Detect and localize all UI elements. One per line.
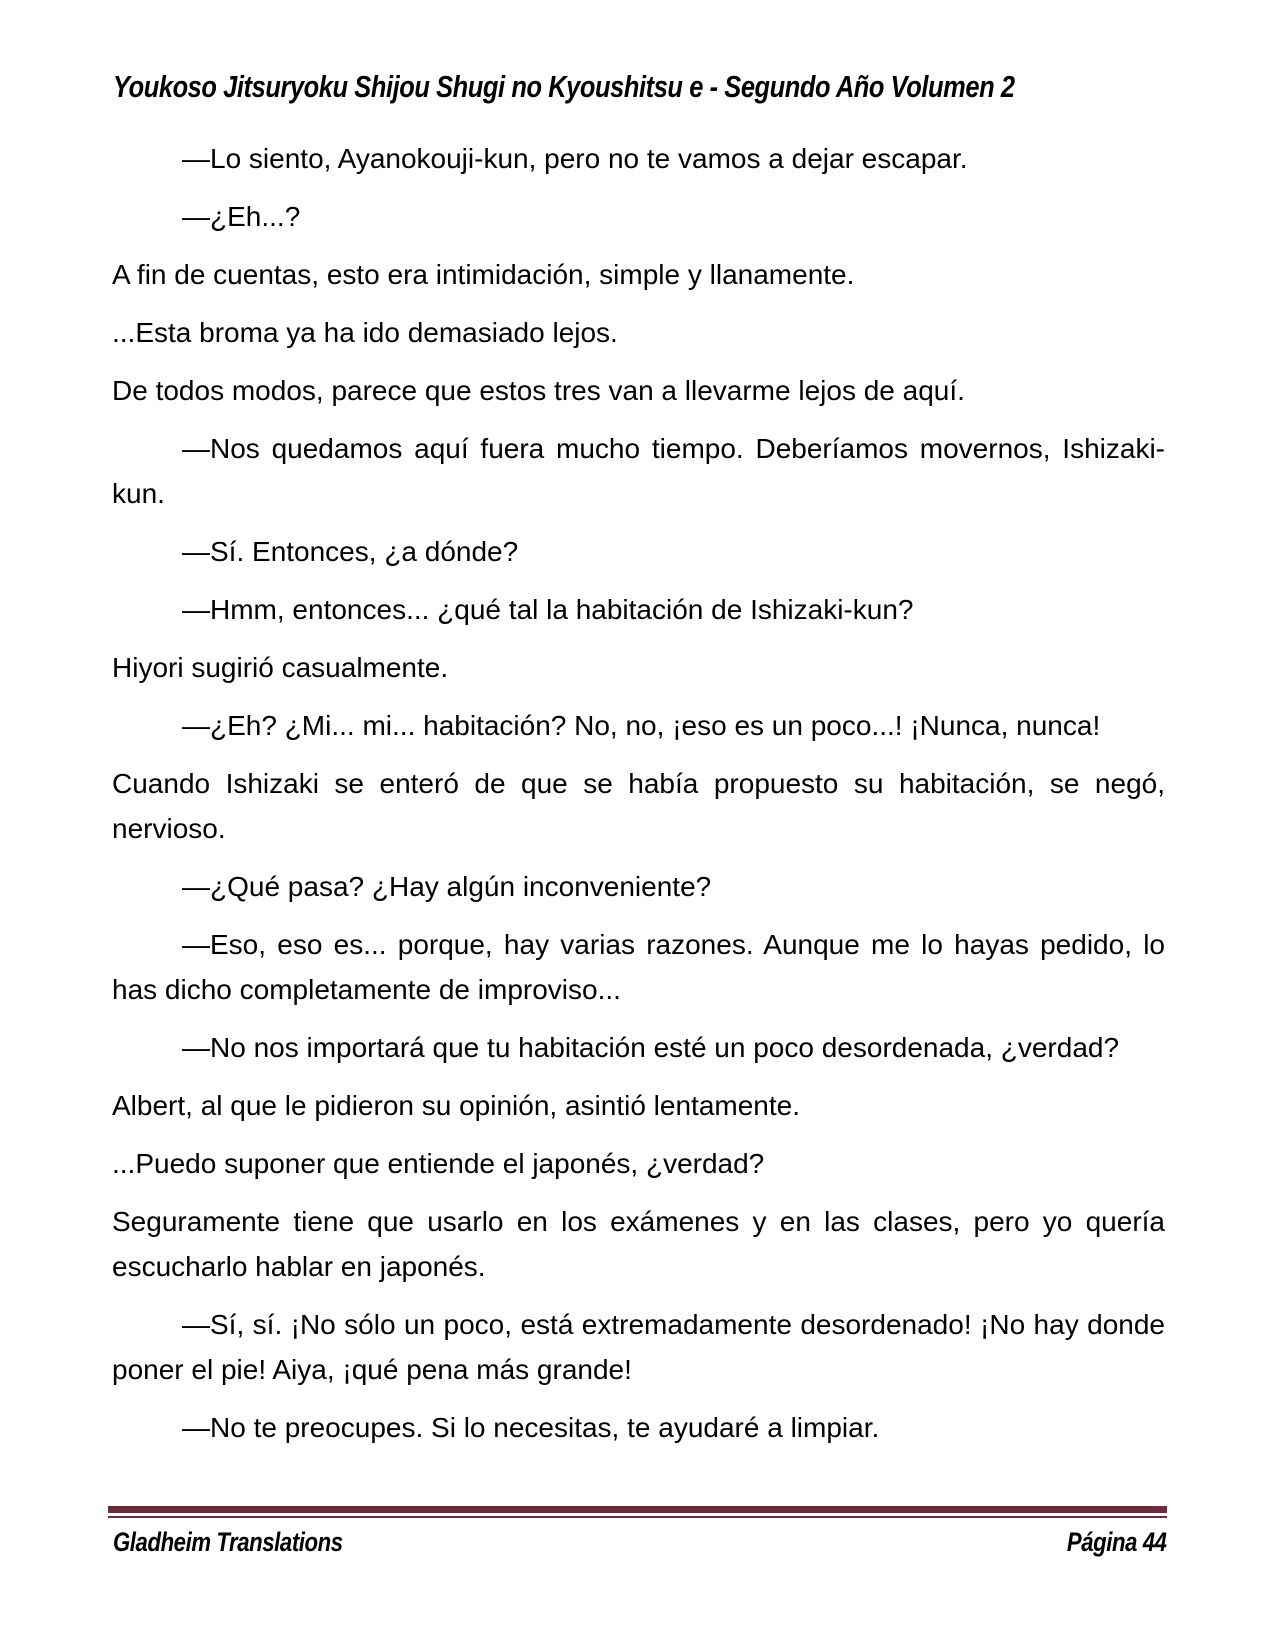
paragraph: —Hmm, entonces... ¿qué tal la habitación de Ishizaki-kun? [182,594,914,625]
paragraph: ...Puedo suponer que entiende el japonés, ¿verdad? [112,1148,765,1179]
paragraph: —¿Eh...? [182,201,301,232]
paragraph: ...Esta broma ya ha ido demasiado lejos. [112,317,618,348]
footer-divider [108,1506,1167,1516]
paragraph: —Lo siento, Ayanokouji-kun, pero no te vamos a dejar escapar. [182,143,968,174]
page-header [113,70,1213,104]
header-title: Youkoso Jitsuryoku Shijou Shugi no Kyoushitsu e - Segundo Año Volumen 2 [113,69,1015,104]
paragraph: —Nos quedamos aquí fuera mucho tiempo. Deberíamos movernos, Ishizaki-kun. [112,433,1165,509]
paragraph: —No nos importará que tu habitación esté un poco desordenada, ¿verdad? [182,1032,1120,1063]
paragraph: Albert, al que le pidieron su opinión, asintió lentamente. [112,1090,800,1121]
paragraph: —No te preocupes. Si lo necesitas, te ayudaré a limpiar. [182,1412,880,1443]
paragraph: —¿Eh? ¿Mi... mi... habitación? No, no, ¡eso es un poco...! ¡Nunca, nunca! [182,710,1101,741]
paragraph: Seguramente tiene que usarlo en los exámenes y en las clases, pero yo quería escucharlo hablar en japonés. [112,1206,1165,1282]
paragraph: A fin de cuentas, esto era intimidación, simple y llanamente. [112,259,855,290]
paragraph: Hiyori sugirió casualmente. [112,652,449,683]
paragraph: Cuando Ishizaki se enteró de que se había propuesto su habitación, se negó, nervioso. [112,768,1165,844]
footer-page-number-label: Página 44 [1067,1527,1167,1557]
paragraph: De todos modos, parece que estos tres van a llevarme lejos de aquí. [112,375,965,406]
paragraph: —¿Qué pasa? ¿Hay algún inconveniente? [182,871,712,902]
paragraph: —Eso, eso es... porque, hay varias razones. Aunque me lo hayas pedido, lo has dicho completamente de improviso... [112,929,1165,1005]
page-footer [113,1526,1167,1558]
body-text [112,136,1165,1463]
footer-translator [113,1526,393,1558]
paragraph: —Sí, sí. ¡No sólo un poco, está extremadamente desordenado! ¡No hay donde poner el pie! Aiya, ¡qué pena más grande! [112,1309,1165,1385]
paragraph: —Sí. Entonces, ¿a dónde? [182,536,519,567]
footer-translator-label: Gladheim Translations [113,1527,343,1557]
footer-page-number [1045,1526,1167,1558]
